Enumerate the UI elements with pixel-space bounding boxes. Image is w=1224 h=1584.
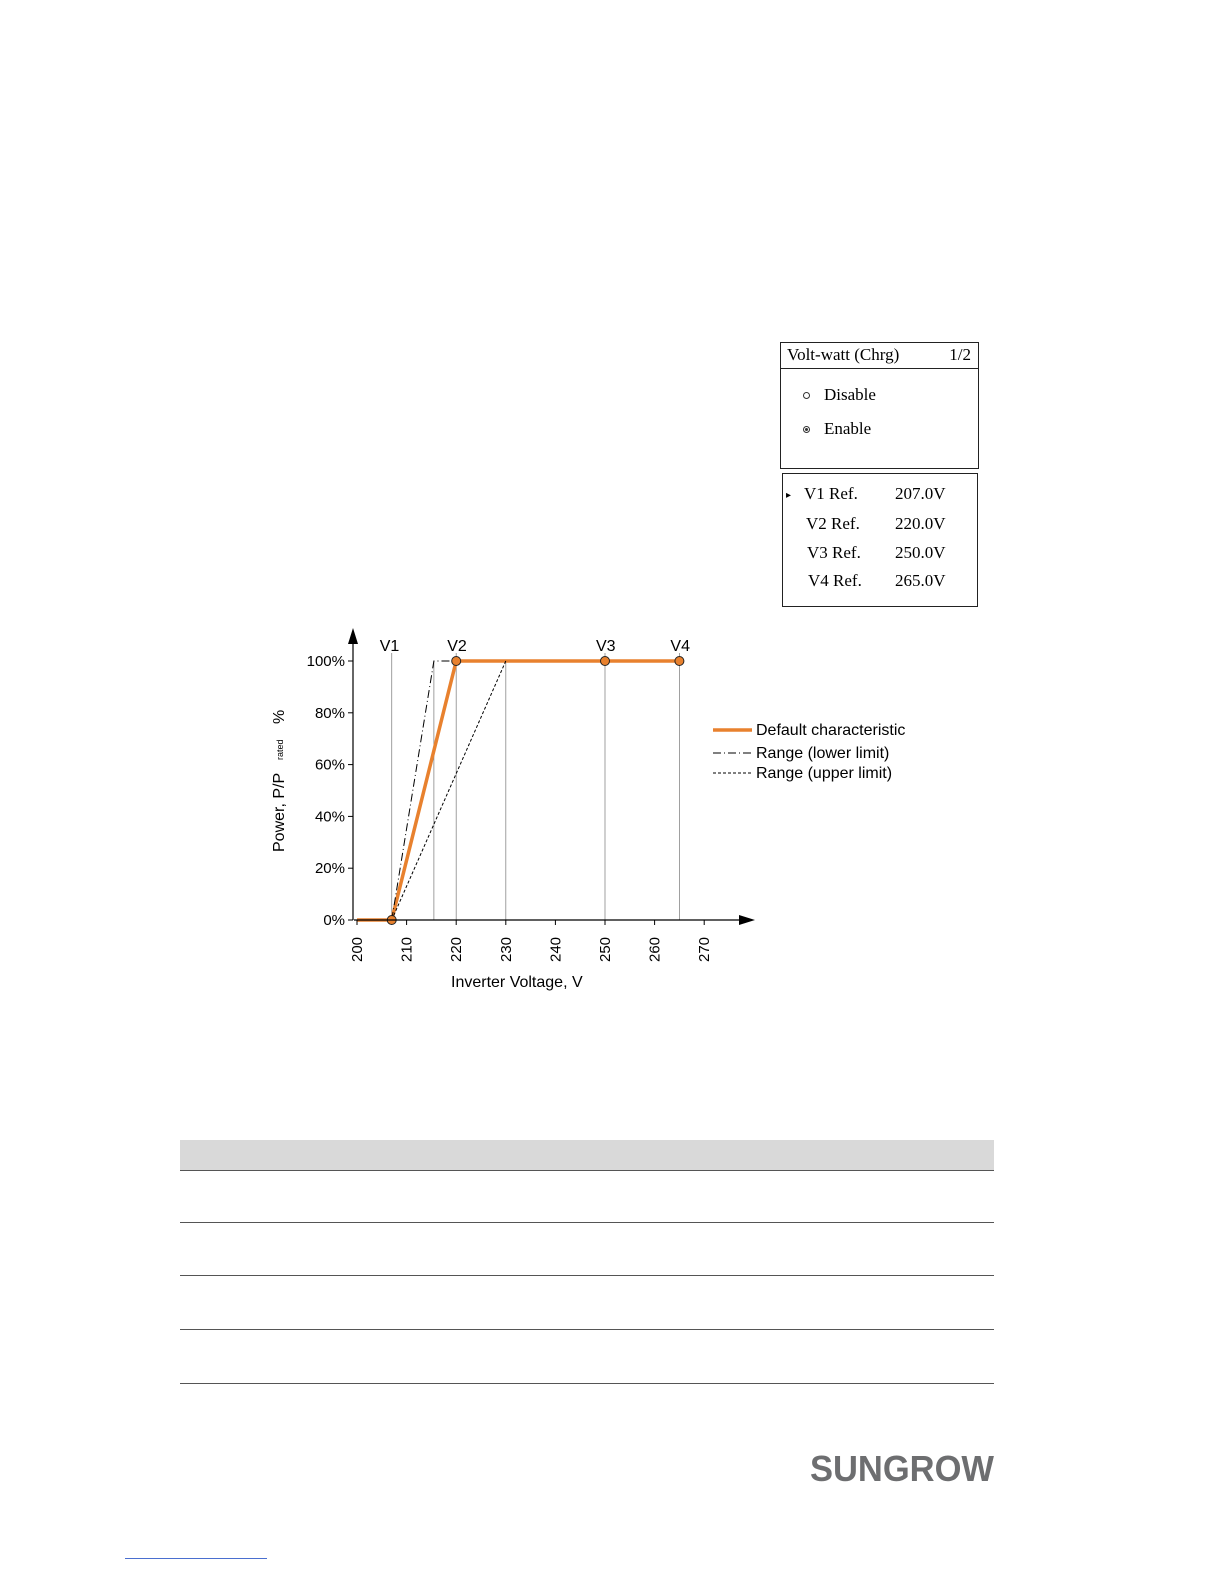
x-tick-label: 230 <box>497 936 515 962</box>
y-tick-label: 0% <box>323 912 345 929</box>
sungrow-logo <box>810 1450 994 1486</box>
x-tick-label: 270 <box>696 936 714 962</box>
legend-label: Range (lower limit) <box>756 745 890 762</box>
option-enable[interactable] <box>803 419 871 439</box>
ref-value: 265.0V <box>895 571 946 590</box>
y-tick-label: 20% <box>314 860 345 878</box>
y-tick-label: 80% <box>314 704 345 722</box>
ref-name: V2 Ref. <box>806 514 860 533</box>
ref-row-v3[interactable] <box>783 543 977 567</box>
x-tick-label: 200 <box>349 936 366 962</box>
y-axis-label-subscript: rated <box>275 739 285 760</box>
radio-selected-icon[interactable] <box>803 426 810 433</box>
panel-title: Volt-watt (Chrg) <box>787 345 900 364</box>
y-axis-label: Power, P/P <box>271 772 288 852</box>
ref-row-v2[interactable] <box>783 514 977 538</box>
marker-label-v4: V4 <box>670 638 690 655</box>
ref-value: 250.0V <box>895 543 946 562</box>
volt-watt-settings-panel <box>780 342 979 469</box>
option-label: Enable <box>824 419 872 438</box>
ref-row-v1[interactable] <box>783 484 977 508</box>
x-tick-label: 210 <box>398 936 416 962</box>
logo-text: SUNGROW <box>810 1450 994 1486</box>
data-point <box>452 657 461 666</box>
option-disable[interactable] <box>803 385 876 405</box>
x-axis-arrow <box>739 915 755 925</box>
legend-label: Default characteristic <box>756 722 906 739</box>
voltage-reference-panel <box>782 473 978 607</box>
series-line-2 <box>392 661 506 920</box>
table-row-divider <box>180 1222 994 1223</box>
footer-link-underline <box>125 1558 267 1559</box>
y-axis-label-unit: % <box>271 709 288 724</box>
marker-label-v3: V3 <box>596 638 616 655</box>
legend-label: Range (upper limit) <box>756 765 893 782</box>
x-axis-label: Inverter Voltage, V <box>451 974 583 991</box>
ref-row-v4[interactable] <box>783 571 977 595</box>
option-label: Disable <box>824 385 876 404</box>
y-tick-label: 40% <box>314 808 345 826</box>
x-tick-label: 220 <box>448 936 466 962</box>
ref-name: V3 Ref. <box>807 543 861 562</box>
y-tick-label: 60% <box>314 756 345 774</box>
data-point <box>675 657 684 666</box>
x-tick-label: 260 <box>646 936 664 962</box>
ref-name: V1 Ref. <box>804 484 858 503</box>
table-row-divider <box>180 1275 994 1276</box>
series-line-0 <box>357 661 679 920</box>
marker-label-v1: V1 <box>379 638 400 655</box>
x-tick-label: 250 <box>597 936 614 962</box>
page-indicator: 1/2 <box>949 345 971 364</box>
ref-value: 220.0V <box>895 514 946 533</box>
table-row-divider <box>180 1329 994 1330</box>
ref-value: 207.0V <box>895 484 946 503</box>
marker-label-v2: V2 <box>447 638 467 655</box>
y-axis-arrow <box>348 628 358 644</box>
ref-name: V4 Ref. <box>808 571 862 590</box>
table-header <box>180 1140 994 1171</box>
panel-header <box>781 343 978 369</box>
table-row-divider <box>180 1383 994 1384</box>
data-point <box>601 657 610 666</box>
pointer-icon: ▸ <box>786 490 792 501</box>
volt-watt-chart <box>255 620 955 1000</box>
x-tick-label: 240 <box>547 936 565 962</box>
y-tick-label: 100% <box>306 653 345 670</box>
radio-icon[interactable] <box>803 392 810 399</box>
